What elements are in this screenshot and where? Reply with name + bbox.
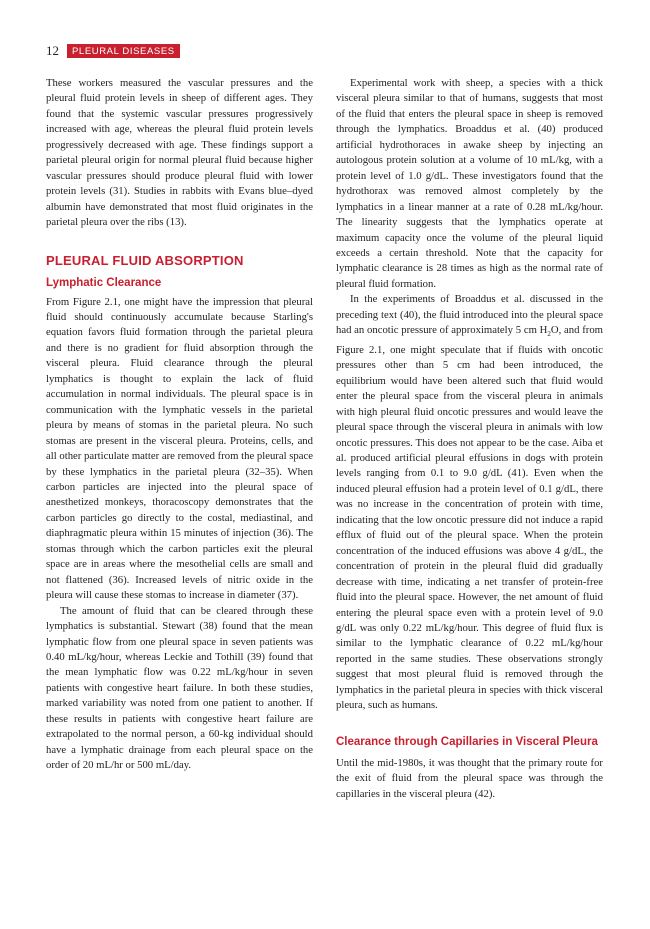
page-number: 12 [46, 43, 59, 58]
subscript: 2 [547, 330, 551, 339]
paragraph-text: In the experiments of Broaddus et al. discussed in the preceding text (40), the fluid introduced into the pleural space had an oncotic pressure of approximately 5 cm H [336, 293, 603, 337]
section-title-tab: PLEURAL DISEASES [67, 44, 180, 58]
paragraph: From Figure 2.1, one might have the impression that pleural fluid should continuously accumulate because Starling's equation favors fluid formation through the parietal pleura and there is no gradient for fluid absorption through the visceral pleura. Fluid clearance through the pleural lymphatics is thought to explain the lack of fluid accumulation in normal individuals. The pleural space is in communication with the lymphatic vessels in the parietal pleura by means of stomas in the parietal pleura. No such stomas are present in the visceral pleura. Proteins, cells, and all other particulate matter are removed from the pleural space by these lymphatics in the parietal pleura (32–35). When carbon particles are injected into the pleural space of anesthetized monkeys, thoracoscopy demonstrates that the carbon particles go directly to the costal, mediastinal, and diaphragmatic pleura within 15 minutes of injection (36). The stomas through which the carbon particles exit the pleural space are in areas where the mesothelial cells are small and not flattened (36). Increased levels of nitric oxide in the pleura will cause these stomas to increase in diameter (37). [46, 295, 313, 602]
subsection-heading: Clearance through Capillaries in Visceral Pleura [336, 735, 598, 748]
left-column [46, 76, 313, 774]
paragraph [336, 292, 603, 713]
subsection-heading: Lymphatic Clearance [46, 276, 162, 289]
paragraph: The amount of fluid that can be cleared through these lymphatics is substantial. Stewart (38) found that the mean lymphatic flow from one pleural space in seven patients was 0.40 mL/kg/hour, whereas Leckie and Tothill (39) found that the mean lymphatic flow was 0.22 mL/kg/hour in seven patients with congestive heart failure. In both these studies, marked variability was noted from one patient to another. If these results in patients with congestive heart failure are extrapolated to the normal person, a 60-kg individual should have a lymphatic drainage from each pleural space on the order of 20 mL/hr or 500 mL/day. [46, 604, 313, 772]
paragraph: These workers measured the vascular pressures and the pleural fluid protein levels in sheep of different ages. They found that the systemic vascular pressures progressively increased with age, whereas the pleural fluid protein levels progressively decreased with age. These findings support a parietal pleural origin for normal pleural fluid because higher vascular pressures should produce pleural fluid with lower protein levels (31). Studies in rabbits with Evans blue–dyed albumin have demonstrated that most fluid originates in the parietal pleura over the ribs (13). [46, 77, 313, 229]
paragraph-text: O, and from Figure 2.1, one might speculate that if fluids with oncotic pressures other than 5 cm had been introduced, the equilibrium would have been altered such that fluid would enter the pleural space from the visceral pleura in animals with high pleural fluid oncotic pressures and would leave the pleural space through the visceral pleura in animals with low oncotic pressures. This does not appear to be the case. Aiba et al. produced artificial pleural effusions in dogs with protein levels ranging from 0.1 to 9.0 g/dL (41). Even when the induced pleural effusion had a protein level of 0.1 g/dL, there was no increase in the concentration of protein with time, indicating that the low oncotic pressure did not induce a rapid efflux of fluid out of the pleural space. When the protein concentration of the induced effusions was above 4 g/dL, the concentration of protein in the pleural fluid did gradually decrease with time, indicating a net transfer of protein-free fluid into the pleural space. However, the net amount of fluid entering the pleural space even with a protein level of 9.0 g/dL was only 0.22 mL/kg/hour. This degree of fluid flux is similar to the lymphatic clearance of 0.22 mL/kg/hour reported in the same studies. These observations strongly suggest that most pleural fluid is removed through the lymphatics in the parietal pleura in species with thick visceral pleura, such as humans. [336, 324, 603, 712]
running-head [46, 44, 180, 58]
paragraph: Experimental work with sheep, a species with a thick visceral pleura similar to that of humans, suggests that most of the fluid that enters the pleural space in sheep is removed through the lymphatics. Broaddus et al. (40) produced artificial hydrothoraces in awake sheep by injecting an autologous protein solution at a volume of 10 mL/kg, with a protein level of 1.0 g/dL. These investigators found that the hydrothorax was removed almost completely by the lymphatics in a linear manner at a rate of 0.28 mL/kg/hour. The linearity suggests that the lymphatics operate at maximum capacity once the volume of the pleural liquid exceeds a certain threshold. Note that the capacity for lymphatic clearance is 28 times as high as the normal rate of pleural fluid formation. [336, 77, 603, 290]
paragraph: Until the mid-1980s, it was thought that the primary route for the exit of fluid from the pleural space was through the capillaries in the visceral pleura (42). [336, 756, 603, 800]
right-column [336, 76, 603, 802]
section-heading: PLEURAL FLUID ABSORPTION [46, 252, 244, 268]
